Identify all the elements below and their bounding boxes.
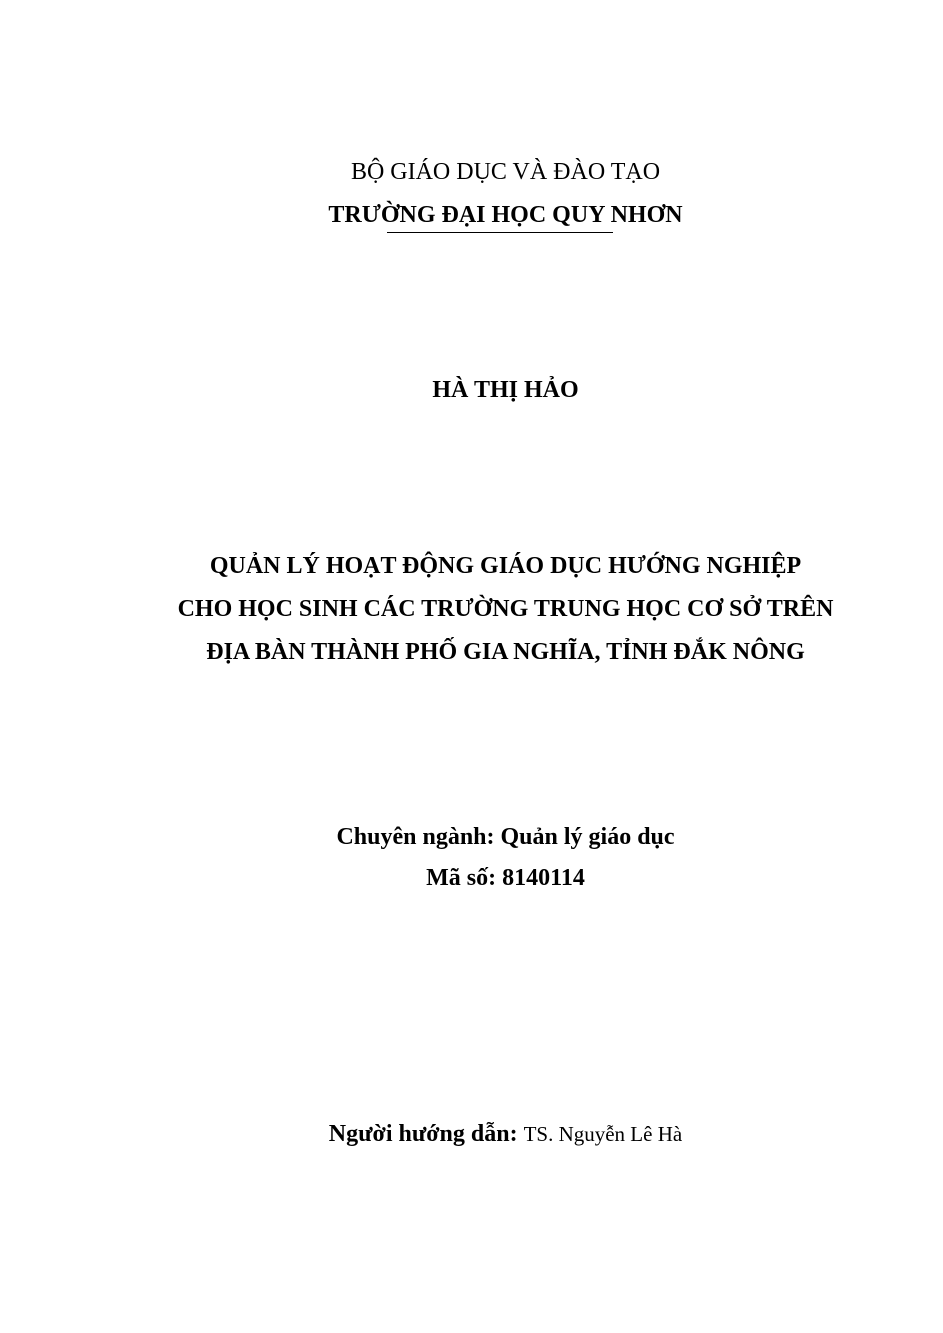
program-code [34, 866, 943, 890]
university-underline [387, 232, 613, 233]
thesis-title-line-1: QUẢN LÝ HOẠT ĐỘNG GIÁO DỤC HƯỚNG NGHIỆP [209, 553, 802, 579]
advisor-value: TS. Nguyễn Lê Hà [523, 1122, 683, 1146]
code-label: Mã số: [426, 865, 497, 891]
major [34, 825, 943, 849]
thesis-title-line-3: ĐỊA BÀN THÀNH PHỐ GIA NGHĨA, TỈNH ĐẮK NÔNG [206, 639, 805, 665]
major-label: Chuyên ngành: [336, 824, 495, 850]
university-name: TRƯỜNG ĐẠI HỌC QUY NHƠN [328, 202, 683, 228]
thesis-title-line-2: CHO HỌC SINH CÁC TRƯỜNG TRUNG HỌC CƠ SỞ TRÊN [177, 596, 834, 622]
ministry-name: BỘ GIÁO DỤC VÀ ĐÀO TẠO [350, 159, 661, 185]
advisor-label: Người hướng dẫn: [328, 1121, 518, 1147]
major-value: Quản lý giáo dục [500, 824, 675, 850]
author-name: HÀ THỊ HẢO [432, 377, 579, 403]
code-value: 8140114 [502, 865, 585, 891]
advisor [34, 1122, 943, 1146]
